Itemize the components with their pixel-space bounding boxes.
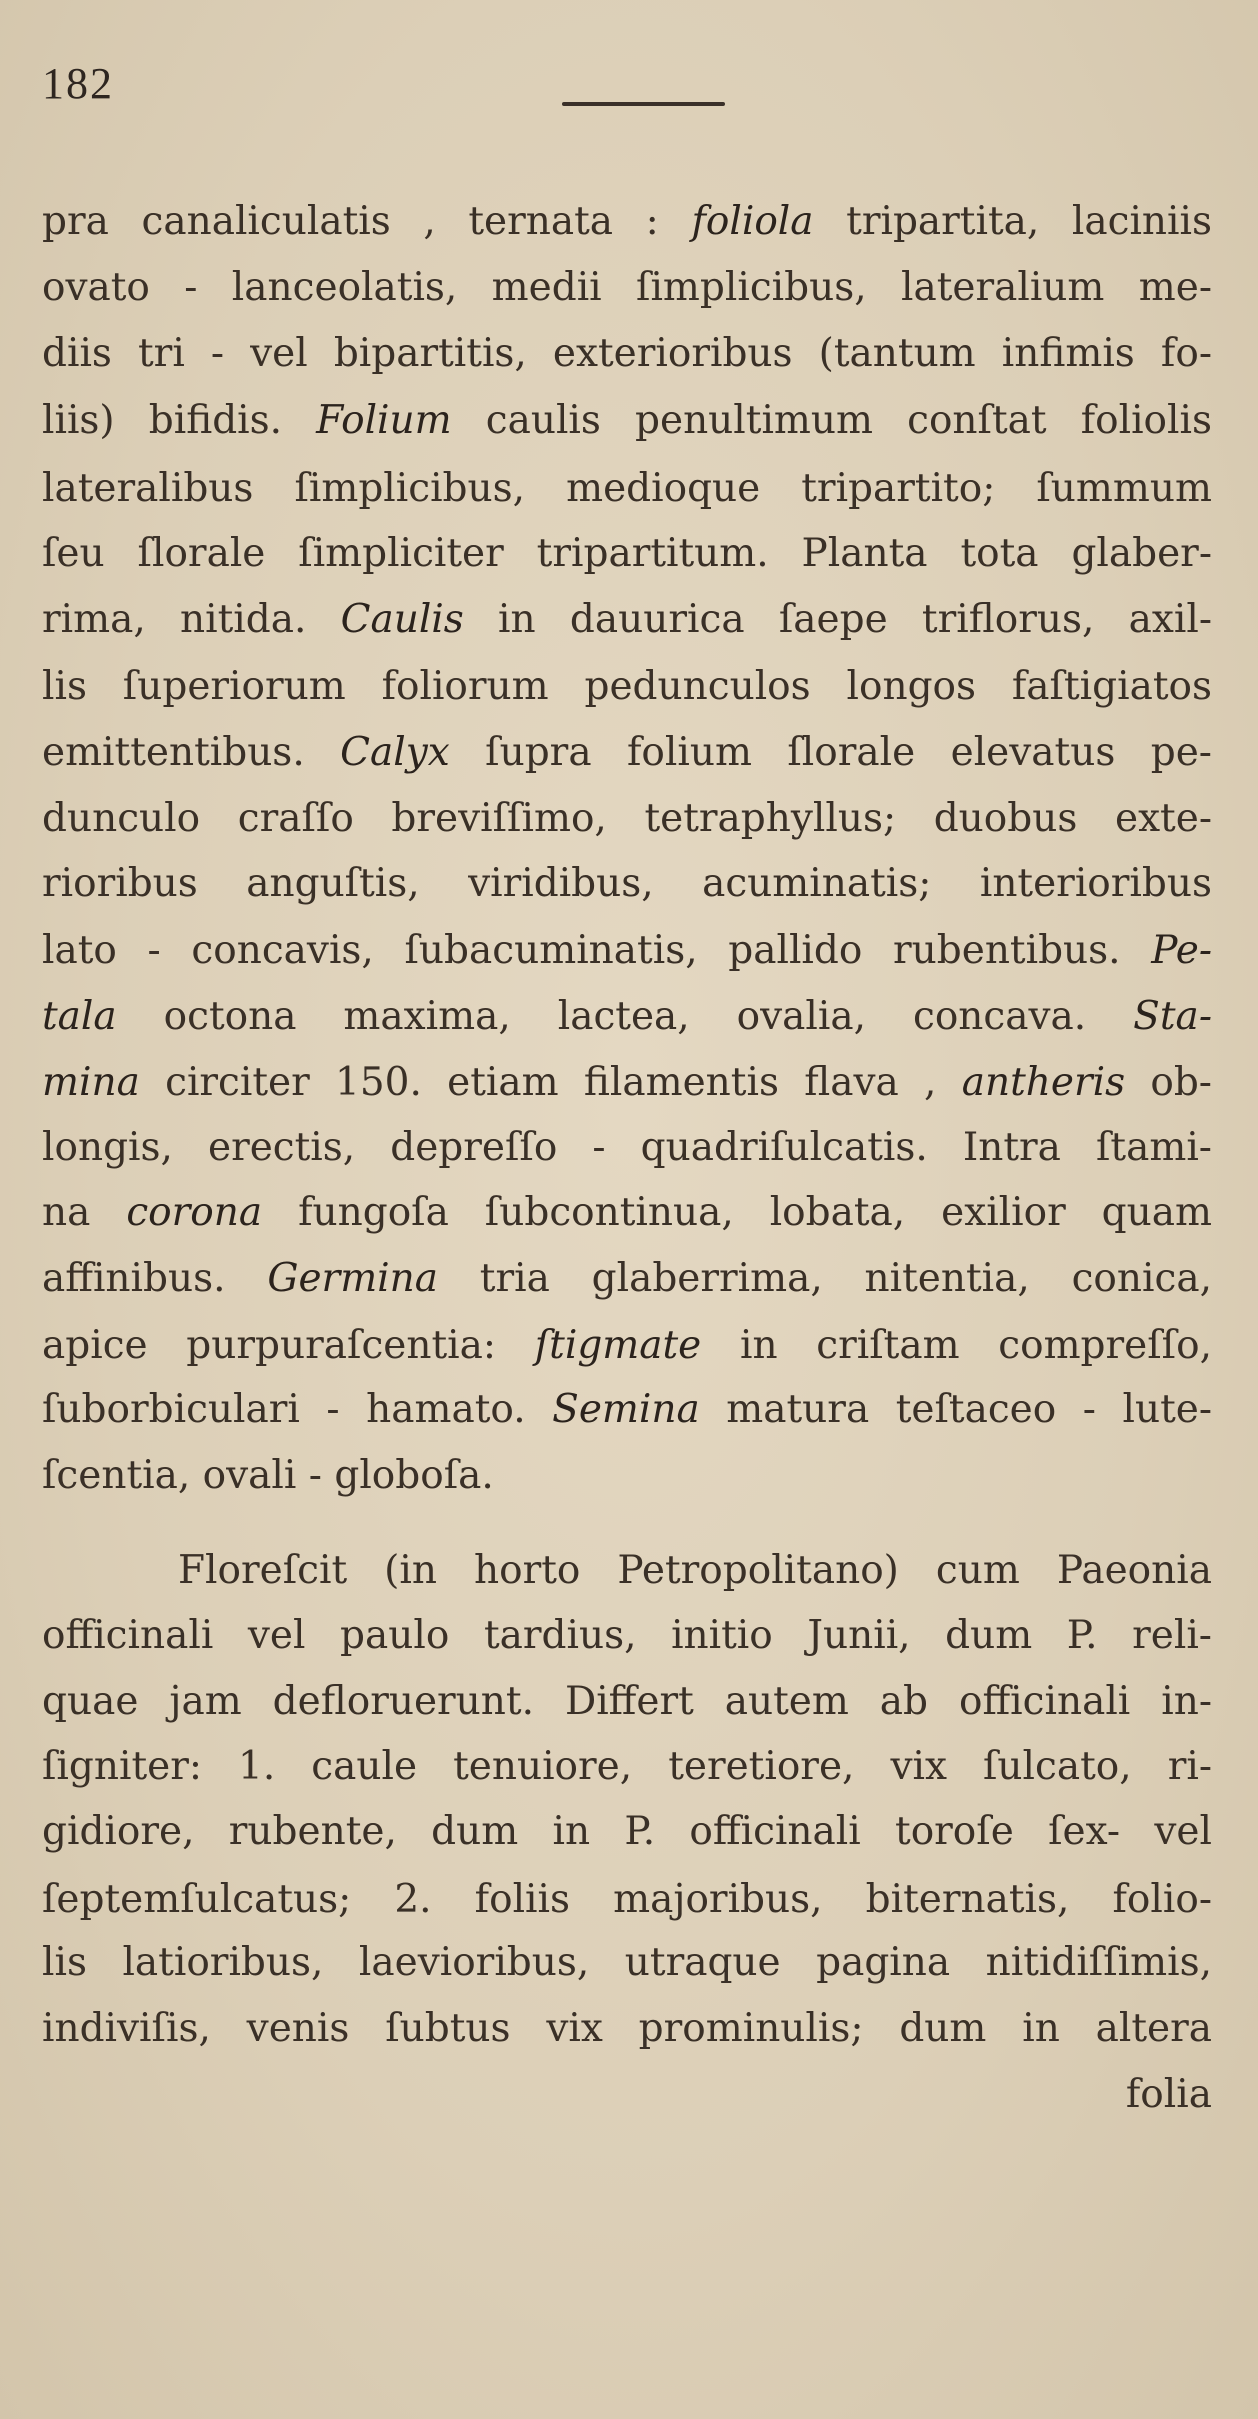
text-run: ſigniter: 1. caule tenuiore, teretiore, vix ſulcato, ri- — [42, 1744, 1212, 1789]
text-run: emittentibus. — [42, 730, 341, 775]
text-run: tria glaberrima, nitentia, conica, — [438, 1256, 1212, 1301]
text-run: in criſtam compreſſo, — [701, 1323, 1212, 1368]
text-run: ob- — [1125, 1060, 1212, 1105]
italic-term: Folium — [316, 398, 452, 443]
text-run: octona maxima, lactea, ovalia, concava. — [116, 994, 1134, 1039]
text-line — [42, 596, 1212, 644]
text-run: apice purpuraſcentia: — [42, 1323, 535, 1368]
text-run: ovato - lanceolatis, medii ſimplicibus, lateralium me- — [42, 265, 1212, 310]
text-run: matura teſtaceo - lute- — [699, 1387, 1213, 1432]
text-line — [42, 1386, 1212, 1434]
text-run: folia — [1125, 2072, 1212, 2117]
italic-term: Sta- — [1133, 994, 1212, 1039]
text-run: lis latioribus, laevioribus, utraque pagina nitidiſſimis, — [42, 1940, 1212, 1985]
italic-term: Pe- — [1151, 928, 1212, 973]
text-line — [42, 1189, 1212, 1237]
text-line — [42, 198, 1212, 246]
text-line — [42, 465, 1212, 513]
text-line — [1100, 2071, 1212, 2119]
text-run: tripartita, laciniis — [813, 199, 1213, 244]
text-run: ſupra folium ſlorale elevatus pe- — [449, 730, 1212, 775]
text-line — [42, 1059, 1212, 1107]
text-line — [42, 860, 1212, 908]
text-run: dunculo craſſo breviſſimo, tetraphyllus; duobus exte- — [42, 796, 1212, 841]
text-run: diis tri - vel bipartitis, exterioribus (tantum infimis fo- — [42, 331, 1212, 376]
italic-term: Caulis — [340, 597, 464, 642]
text-line — [42, 1808, 1212, 1856]
text-line — [42, 1939, 1212, 1987]
text-line — [42, 530, 1212, 578]
text-run: caulis penultimum conſtat foliolis — [451, 398, 1212, 443]
text-run: rioribus anguſtis, viridibus, acuminatis; interioribus — [42, 861, 1212, 906]
text-line — [42, 1876, 1212, 1924]
italic-term: ſtigmate — [534, 1323, 702, 1368]
header-rule — [562, 102, 725, 106]
italic-term: Semina — [552, 1387, 700, 1432]
text-line — [42, 663, 1212, 711]
text-line — [42, 397, 1212, 445]
text-run: fungoſa ſubcontinua, lobata, exilior quam — [262, 1190, 1212, 1235]
italic-term: tala — [42, 994, 117, 1039]
text-line — [178, 1547, 1212, 1595]
text-run: ſuborbiculari - hamato. — [42, 1387, 553, 1432]
text-line — [42, 1322, 1212, 1370]
text-line — [42, 1255, 1212, 1303]
text-line — [42, 729, 1212, 777]
text-run: lato - concavis, ſubacuminatis, pallido rubentibus. — [42, 928, 1152, 973]
text-run: longis, erectis, depreſſo - quadriſulcatis. Intra ſtami- — [42, 1125, 1212, 1170]
text-line — [42, 1678, 1212, 1726]
text-run: ſcentia, ovali - globoſa. — [42, 1453, 494, 1498]
text-run: quae jam defloruerunt. Differt autem ab officinali in- — [42, 1679, 1212, 1724]
text-line — [42, 2005, 1212, 2053]
italic-term: antheris — [961, 1060, 1126, 1105]
text-run: rima, nitida. — [42, 597, 341, 642]
text-run: na — [42, 1190, 127, 1235]
text-line — [42, 264, 1212, 312]
text-run: lis ſuperiorum foliorum pedunculos longos faſtigiatos — [42, 664, 1212, 709]
text-run: gidiore, rubente, dum in P. officinali toroſe ſex- vel — [42, 1809, 1212, 1854]
text-run: ſeu ſlorale ſimpliciter tripartitum. Planta tota glaber- — [42, 531, 1212, 576]
text-line — [42, 1124, 1212, 1172]
italic-term: mina — [42, 1060, 140, 1105]
text-run: affinibus. — [42, 1256, 268, 1301]
text-run: in dauurica ſaepe triflorus, axil- — [463, 597, 1212, 642]
text-line — [42, 993, 1212, 1041]
italic-term: foliola — [691, 199, 814, 244]
text-line — [42, 330, 1212, 378]
text-line — [42, 1743, 1212, 1791]
text-run: pra canaliculatis , ternata : — [42, 199, 692, 244]
text-line — [42, 795, 1212, 843]
text-run: circiter 150. etiam filamentis flava , — [139, 1060, 962, 1105]
italic-term: Germina — [267, 1256, 439, 1301]
text-line — [42, 1612, 1212, 1660]
text-run: officinali vel paulo tardius, initio Junii, dum P. reli- — [42, 1613, 1212, 1658]
text-line — [42, 1452, 1212, 1500]
text-run: Floreſcit (in horto Petropolitano) cum Paeonia — [178, 1548, 1212, 1593]
italic-term: corona — [126, 1190, 263, 1235]
page-number: 182 — [42, 59, 114, 108]
text-line — [42, 927, 1212, 975]
text-run: indiviſis, venis ſubtus vix prominulis; dum in altera — [42, 2006, 1212, 2051]
italic-term: Calyx — [340, 730, 450, 775]
text-run: lateralibus ſimplicibus, medioque tripartito; ſummum — [42, 466, 1212, 511]
text-run: liis) bifidis. — [42, 398, 317, 443]
text-run: ſeptemſulcatus; 2. foliis majoribus, biternatis, folio- — [42, 1877, 1212, 1922]
